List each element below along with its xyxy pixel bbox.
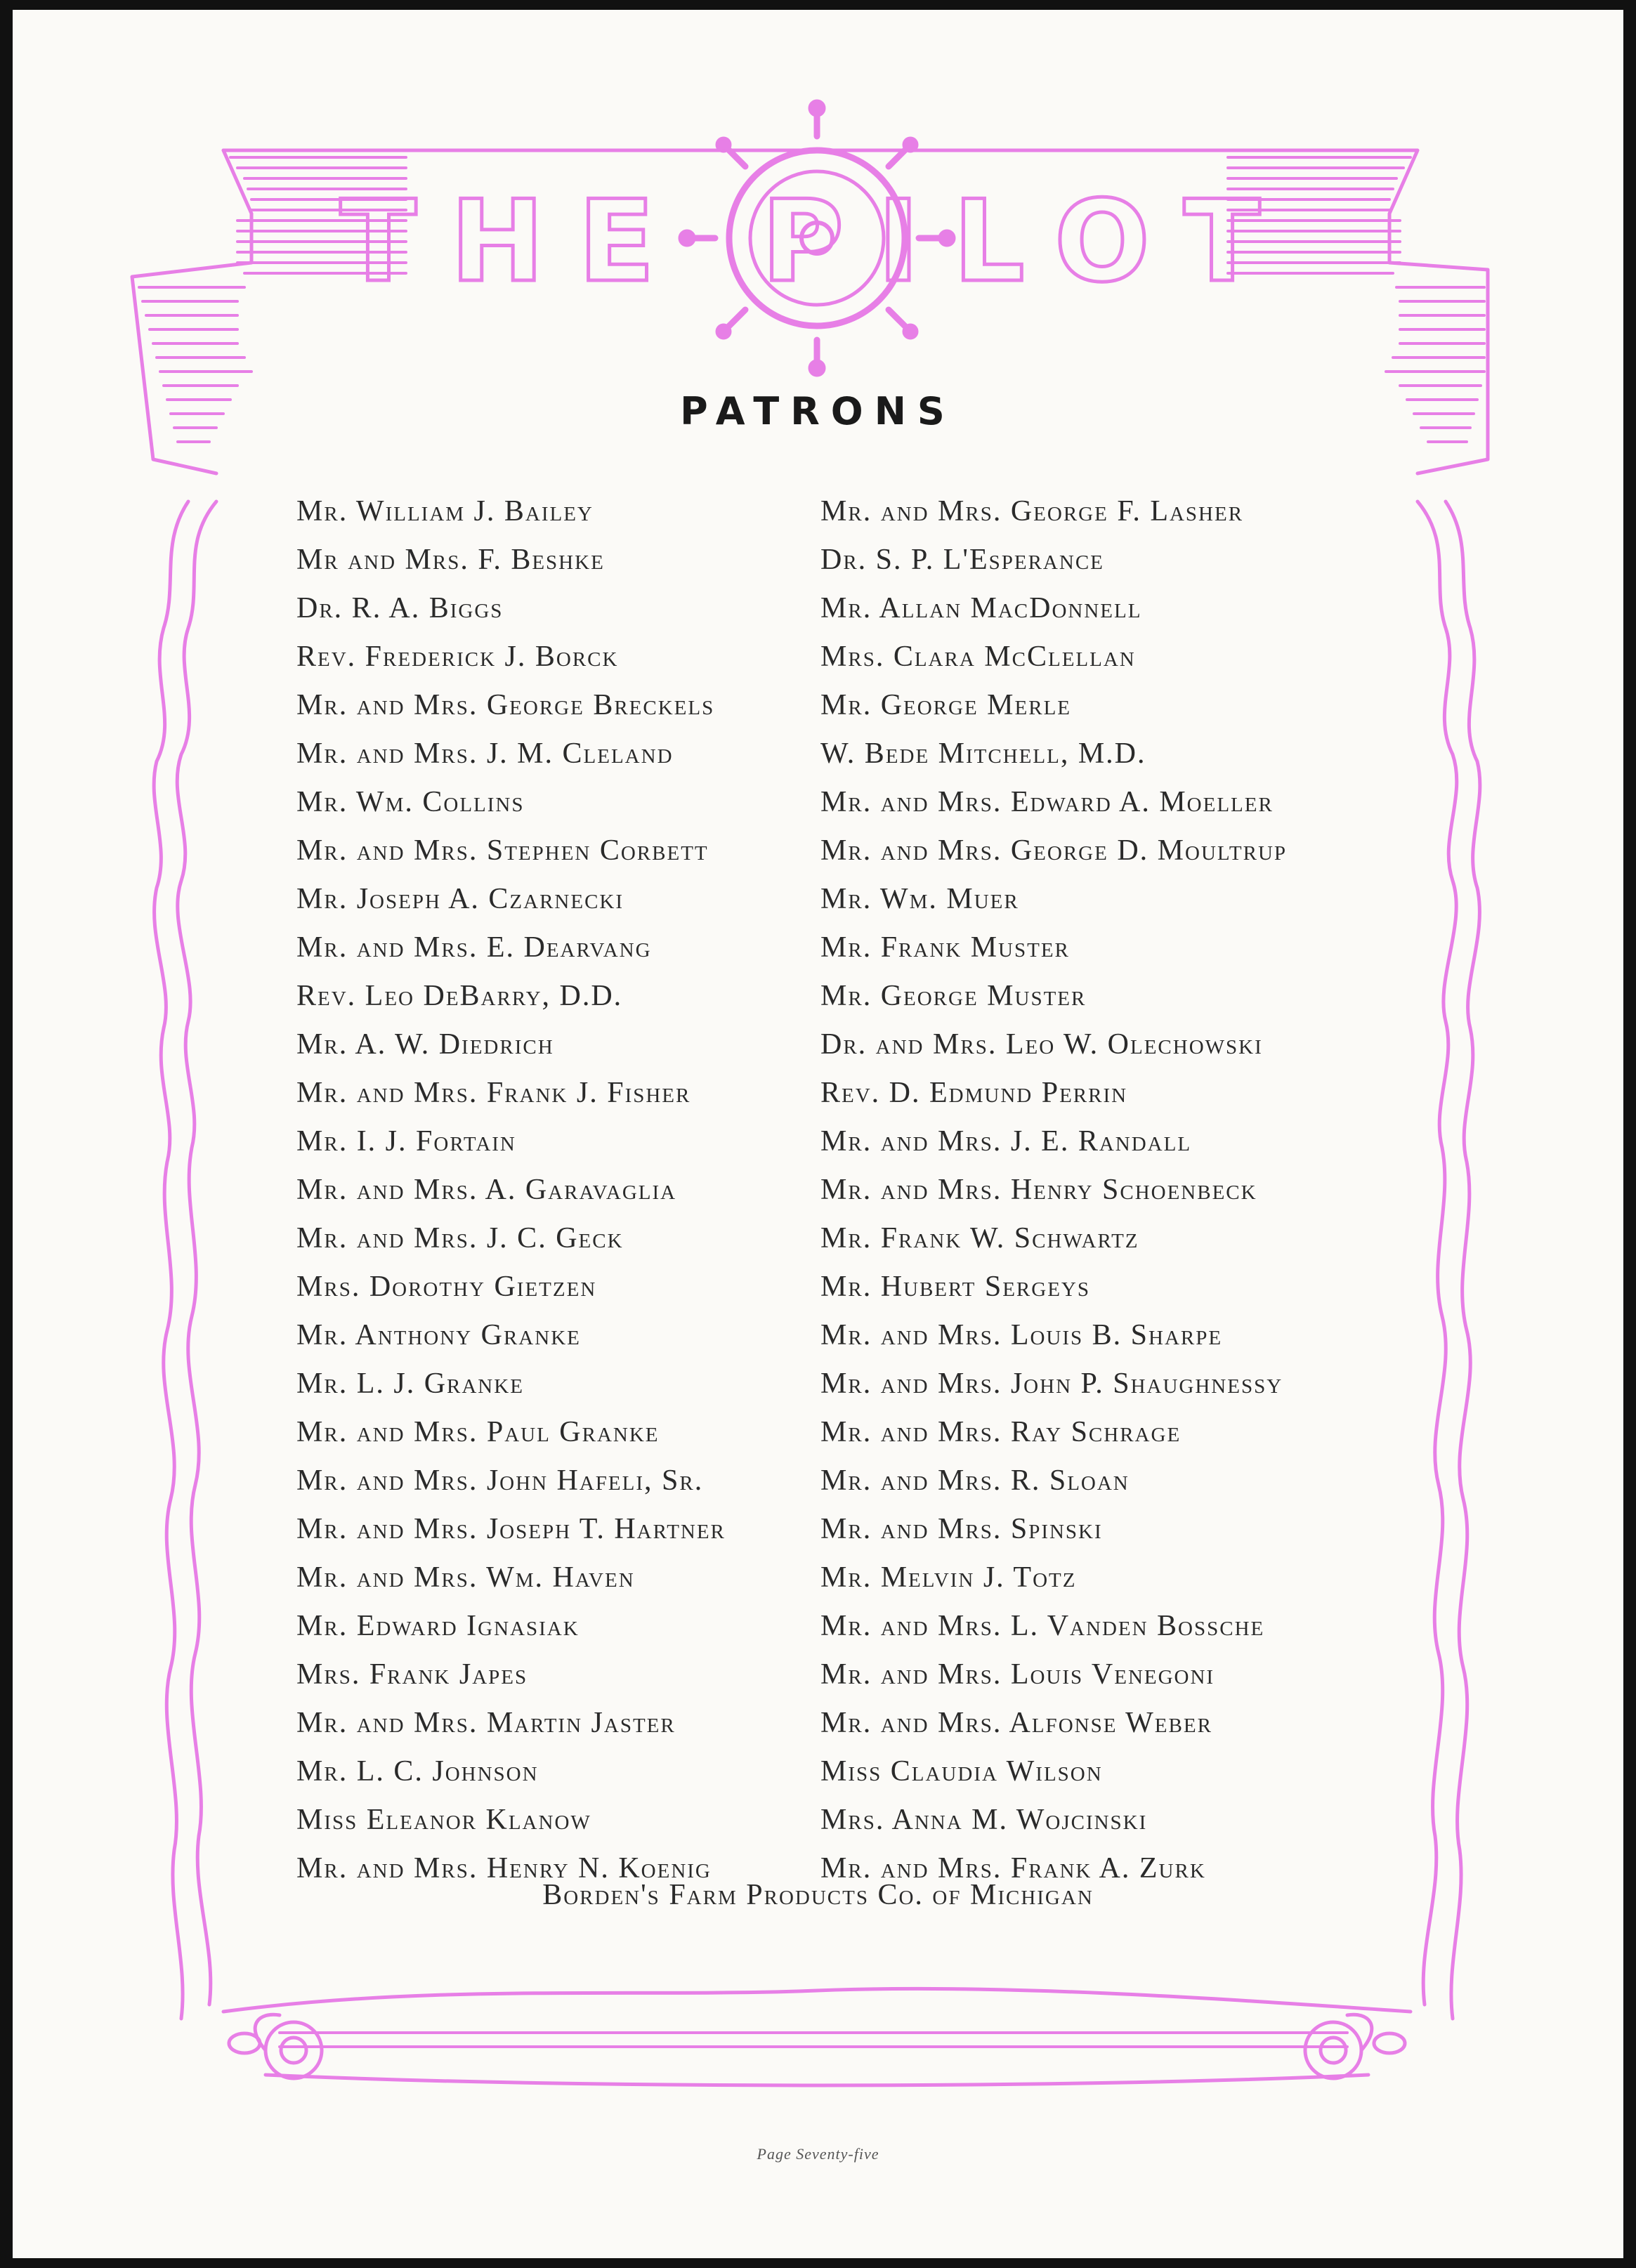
patron-name: Mrs. Dorothy Gietzen [296, 1271, 597, 1303]
patron-name: Mr. and Mrs. J. C. Geck [296, 1222, 624, 1254]
patron-name: Mr. Edward Ignasiak [296, 1610, 580, 1642]
patron-name: Rev. Leo DeBarry, D.D. [296, 980, 623, 1012]
patron-name: Mr. and Mrs. John P. Shaughnessy [820, 1368, 1283, 1400]
patron-name: Mr. and Mrs. Edward A. Moeller [820, 786, 1274, 818]
patron-name: Mr. Joseph A. Czarnecki [296, 883, 624, 915]
patron-name: Mr. and Mrs. Henry Schoenbeck [820, 1174, 1257, 1206]
patron-name: Mr. L. J. Granke [296, 1368, 524, 1400]
patron-name: Mr. and Mrs. A. Garavaglia [296, 1174, 677, 1206]
patron-name: Mr. Frank Muster [820, 931, 1070, 964]
patron-name: Mr. I. J. Fortain [296, 1125, 516, 1158]
patron-name: Mr. and Mrs. George Breckels [296, 689, 715, 721]
patron-name: W. Bede Mitchell, M.D. [820, 738, 1146, 770]
patron-name: Mr. Frank W. Schwartz [820, 1222, 1139, 1254]
page-number: Page Seventy-five [757, 2145, 879, 2163]
patron-name: Mr. and Mrs. Spinski [820, 1513, 1103, 1545]
patron-name: Rev. Frederick J. Borck [296, 641, 619, 673]
patron-name: Mr. and Mrs. George D. Moultrup [820, 834, 1288, 867]
banner-title: THE PILOT [339, 176, 1295, 307]
patron-name: Mr. and Mrs. John Hafeli, Sr. [296, 1464, 704, 1497]
patron-name: Mr. and Mrs. Ray Schrage [820, 1416, 1182, 1448]
patron-name: Miss Claudia Wilson [820, 1755, 1103, 1788]
patron-name: Mr. William J. Bailey [296, 495, 594, 527]
patron-name: Mr. Allan MacDonnell [820, 592, 1142, 624]
patron-name: Mr. and Mrs. Martin Jaster [296, 1707, 676, 1739]
patron-name: Mr. and Mrs. R. Sloan [820, 1464, 1130, 1497]
patrons-column-left [296, 487, 830, 1893]
patron-name: Mr. A. W. Diedrich [296, 1028, 554, 1061]
page-title: PATRONS [680, 389, 956, 433]
patron-name: Rev. D. Edmund Perrin [820, 1077, 1128, 1109]
patron-name: Dr. S. P. L'Esperance [820, 544, 1104, 576]
company-patron: Borden's Farm Products Co. of Michigan [542, 1879, 1094, 1911]
patron-name: Mrs. Clara McClellan [820, 641, 1136, 673]
patron-name: Mr. and Mrs. Louis Venegoni [820, 1658, 1215, 1691]
patrons-column-right [820, 487, 1396, 1893]
patron-name: Mr and Mrs. F. Beshke [296, 544, 605, 576]
yearbook-page [13, 10, 1623, 2258]
patron-name: Mr. Melvin J. Totz [820, 1561, 1077, 1594]
patron-name: Mrs. Anna M. Wojcinski [820, 1804, 1148, 1836]
patron-name: Mr. and Mrs. Wm. Haven [296, 1561, 635, 1594]
patron-name: Mr. Hubert Sergeys [820, 1271, 1090, 1303]
patron-name: Mr. and Mrs. Louis B. Sharpe [820, 1319, 1223, 1351]
patron-name: Mr. and Mrs. L. Vanden Bossche [820, 1610, 1265, 1642]
patron-name: Mr. Wm. Collins [296, 786, 525, 818]
patron-name: Mr. and Mrs. J. E. Randall [820, 1125, 1192, 1158]
patron-name: Mr. and Mrs. J. M. Cleland [296, 738, 674, 770]
patron-name: Mr. and Mrs. Joseph T. Hartner [296, 1513, 726, 1545]
patron-name: Miss Eleanor Klanow [296, 1804, 591, 1836]
patron-name: Mr. and Mrs. Frank J. Fisher [296, 1077, 691, 1109]
patron-name: Mr. Anthony Granke [296, 1319, 581, 1351]
patron-name: Mr. L. C. Johnson [296, 1755, 539, 1788]
patron-name: Mr. and Mrs. Alfonse Weber [820, 1707, 1212, 1739]
patron-name: Mr. and Mrs. Paul Granke [296, 1416, 660, 1448]
patron-name: Mr. George Merle [820, 689, 1072, 721]
patron-name: Mr. and Mrs. George F. Lasher [820, 495, 1244, 527]
patron-name: Dr. R. A. Biggs [296, 592, 504, 624]
patron-name: Mrs. Frank Japes [296, 1658, 528, 1691]
patron-name: Mr. and Mrs. Frank A. Zurk [820, 1852, 1206, 1884]
patron-name: Mr. and Mrs. Henry N. Koenig [296, 1852, 712, 1884]
patron-name: Mr. Wm. Muer [820, 883, 1019, 915]
patron-name: Dr. and Mrs. Leo W. Olechowski [820, 1028, 1263, 1061]
patron-name: Mr. George Muster [820, 980, 1087, 1012]
patron-name: Mr. and Mrs. Stephen Corbett [296, 834, 709, 867]
patron-name: Mr. and Mrs. E. Dearvang [296, 931, 652, 964]
